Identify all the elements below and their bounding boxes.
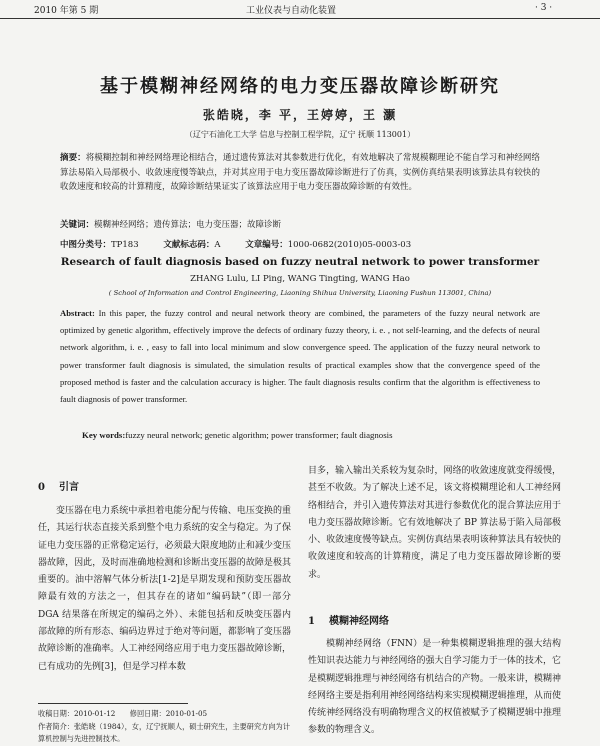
article-id-label: 文章编号： bbox=[245, 240, 288, 250]
intro-left-column bbox=[38, 503, 291, 676]
footnote-dates: 收稿日期：2010-01-12 修回日期：2010-01-05 bbox=[38, 709, 208, 718]
abstract-zh bbox=[60, 151, 540, 195]
clc-value: TP183 bbox=[111, 240, 139, 250]
running-header bbox=[0, 0, 600, 19]
clc-label: 中图分类号： bbox=[60, 240, 112, 250]
section-1-title: 模糊神经网络 bbox=[328, 616, 389, 627]
abstract-en bbox=[60, 305, 540, 408]
doc-code-value: A bbox=[214, 240, 221, 250]
page-number: · 3 · bbox=[535, 3, 553, 13]
issue-label: 2010 年第 5 期 bbox=[34, 6, 99, 16]
intro-continuation: 目多，输入输出关系较为复杂时，网络的收敛速度就变得缓慢，甚至不收敛。为了解决上述不足，该文将模糊理论和人工神经网络相结合，并引入遗传算法对其进行参数优化的混合算法应用于电力变压器故障诊断。它有效地解决了 BP 算法易于陷入局部极小、收敛速度慢等缺点。实例仿真结果表明该种算法具有较快的收敛速度和较高的计算精度，满足了电力变压器故障诊断的要求。 bbox=[308, 466, 561, 580]
english-authors: ZHANG Lulu, LI Ping, WANG Tingting, WANG Hao bbox=[190, 274, 410, 284]
keywords-en-text: fuzzy neural network; genetic algorithm; power transformer; fault diagnosis bbox=[125, 430, 393, 440]
fnn-paragraph: 模糊神经网络（FNN）是一种集模糊逻辑推理的强大结构性知识表达能力与神经网络的强大自学习能力于一体的技术，它是模糊逻辑推理与神经网络有机结合的产物。一般来讲，模糊神经网络主要是指利用神经网络结构来实现模糊逻辑推理，从而使传统神经网络没有明确物理含义的权值被赋予了模糊逻辑中推理参数的物理含义。 bbox=[308, 639, 561, 736]
doc-code-label: 文献标志码： bbox=[163, 240, 215, 250]
author-list: 张皓晓，李 平，王婷婷，王 灏 bbox=[202, 108, 398, 122]
article-id-value: 1000-0682(2010)05-0003-03 bbox=[287, 240, 412, 250]
keywords-zh-text: 模糊神经网络；遗传算法；电力变压器；故障诊断 bbox=[94, 220, 282, 230]
section-0-number: 0 bbox=[38, 482, 45, 493]
intro-paragraph: 变压器在电力系统中承担着电能分配与传输、电压变换的重任，其运行状态直接关系到整个电力系统的安全与稳定。为了保证电力变压器的正常稳定运行，必须最大限度地防止和减少变压器故障，因此，及时而准确地检测和诊断出变压器的故障是极其重要的。油中溶解气体分析法[1-2]是早期发现和预防变压器故障最有效的方法之一，但其存在的诸如“编码缺”（即一部分 DGA 结果落在所规定的编码之外）、未能包括和反映变压器内部故障的所有形态、编码边界过于绝对等问题，都影响了变压器故障诊断的准确率。人工神经网络应用于电力变压器故障诊断，已有成功的先例[3]，但是学习样本数 bbox=[38, 506, 291, 672]
footnote-separator bbox=[38, 703, 188, 704]
abstract-en-text: In this paper, the fuzzy control and neural network theory are combined, the parameters of the fuzzy neural network are optimized by genetic algorithm, effectively improve the defects of ordinary fuzzy theory, i. e. , not self-learning, and the defects of neural network algorithm, i. e. , easy to fall into local minimum and slow convergence speed. The application of the fuzzy neural network to power transformer fault diagnosis is simulated, the simulation results of practical examples show that the convergence speed of the proposed method is faster and the calculation accuracy is higher. The fault diagnosis results confirm that the algorithm is effectiveness to fault diagnosis of power transformer. bbox=[60, 308, 540, 405]
classification-line bbox=[60, 238, 540, 250]
footnote-author: 作者简介：张皓晓（1984），女，辽宁抚顺人，硕士研究生，主要研究方向为计算机控制与先进控制技术。 bbox=[38, 722, 290, 743]
affiliation: （辽宁石油化工大学 信息与控制工程学院，辽宁 抚顺 113001） bbox=[184, 130, 416, 139]
english-affiliation: ( School of Information and Control Engineering, Liaoning Shihua University, Liaoning Fushun 113001, China) bbox=[108, 289, 492, 297]
abstract-en-label: Abstract: bbox=[60, 308, 95, 318]
intro-right-column bbox=[308, 463, 561, 584]
journal-name: 工业仪表与自动化装置 bbox=[246, 6, 337, 16]
section-0-title: 引言 bbox=[58, 482, 79, 493]
section-0-heading bbox=[38, 478, 93, 493]
abstract-zh-text: 将模糊控制和神经网络理论相结合，通过遗传算法对其参数进行优化，有效地解决了常规模糊理论不能自学习和神经网络算法易陷入局部极小、收敛速度慢等缺点，并对其应用于电力变压器故障诊断进行了仿真，实例仿真结果表明该算法具有较快的收敛速度和较高的计算精度，故障诊断结果证实了该算法应用于电力变压器故障诊断的有效性。 bbox=[60, 153, 540, 192]
section-1-number: 1 bbox=[308, 616, 315, 627]
section-1-heading bbox=[308, 612, 403, 627]
keywords-zh-label: 关键词： bbox=[60, 220, 95, 230]
english-title: Research of fault diagnosis based on fuzzy neutral network to power transformer bbox=[60, 256, 540, 268]
abstract-zh-label: 摘要： bbox=[60, 153, 86, 163]
keywords-en bbox=[82, 430, 540, 440]
paper-title: 基于模糊神经网络的电力变压器故障诊断研究 bbox=[100, 76, 500, 97]
fnn-right-column bbox=[308, 636, 561, 740]
keywords-zh bbox=[60, 218, 540, 230]
keywords-en-label: Key words: bbox=[82, 430, 126, 440]
